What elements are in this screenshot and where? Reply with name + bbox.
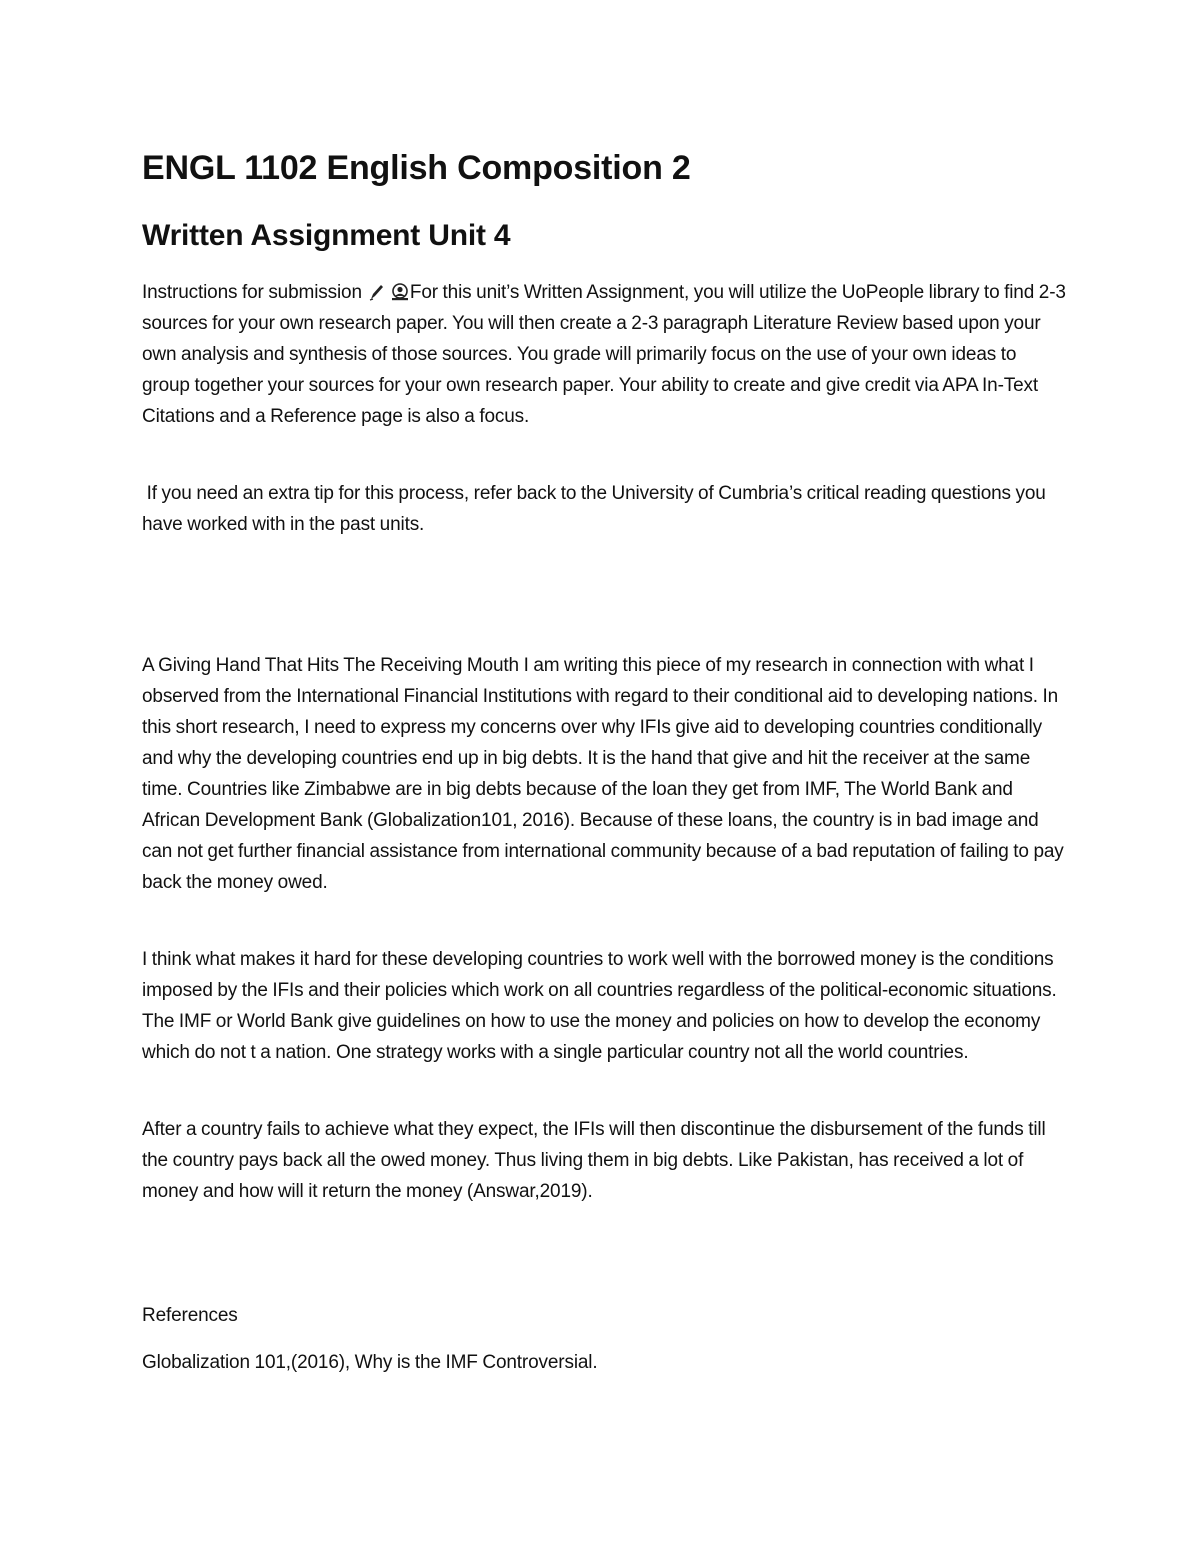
tip-paragraph: If you need an extra tip for this process, refer back to the University of Cumbria’s critical reading questions you have worked with in the past units. — [142, 483, 1051, 535]
instructions-lead: Instructions for submission — [142, 282, 362, 303]
reference-item: Globalization 101,(2016), Why is the IMF Controversial. — [142, 1352, 598, 1373]
instructions-block — [142, 277, 1067, 432]
instructions-paragraph — [142, 277, 1067, 432]
tip-block — [142, 478, 1067, 540]
essay-paragraph-1-block — [142, 650, 1067, 898]
document-title: ENGL 1102 English Composition 2 — [142, 149, 691, 187]
essay-paragraph: After a country fails to achieve what they expect, the IFIs will then discontinue the disbursement of the funds till the country pays back all the owed money. Thus living them in big debts. Like Pakistan, has received a lot of money and how will it return the money (Answar,2019). — [142, 1119, 1046, 1202]
references-heading-block — [142, 1300, 1067, 1331]
essay-paragraph-3-block — [142, 1114, 1067, 1207]
essay-paragraph: I think what makes it hard for these developing countries to work well with the borrowed money is the conditions imposed by the IFIs and their policies which work on all countries regardless of the political-economic situations. The IMF or World Bank give guidelines on how to use the money and policies on how to develop the economy which do not t a nation. One strategy works with a single particular country not all the world countries. — [142, 949, 1057, 1063]
references-heading: References — [142, 1305, 238, 1326]
instructions-text: For this unit’s Written Assignment, you will utilize the UoPeople library to find 2-3 sources for your own research paper. You will then create a 2-3 paragraph Literature Review based upon your own analysis and synthesis of those sources. You grade will primarily focus on the use of your own ideas to group together your sources for your own research paper. Your ability to create and give credit via APA In-Text Citations and a Reference page is also a focus. — [142, 282, 1066, 427]
essay-paragraph-2-block — [142, 944, 1067, 1068]
person-icon — [390, 280, 408, 298]
references-list — [142, 1347, 1067, 1378]
pen-icon — [368, 280, 386, 298]
essay-paragraph: A Giving Hand That Hits The Receiving Mouth I am writing this piece of my research in connection with what I observed from the International Financial Institutions with regard to their conditional aid to developing nations. In this short research, I need to express my concerns over why IFIs give aid to developing countries conditionally and why the developing countries end up in big debts. It is the hand that give and hit the receiver at the same time. Countries like Zimbabwe are in big debts because of the loan they get from IMF, The World Bank and African Development Bank (Globalization101, 2016). Because of these loans, the country is in bad image and can not get further financial assistance from international community because of a bad reputation of failing to pay back the money owed. — [142, 655, 1064, 893]
document-subtitle: Written Assignment Unit 4 — [142, 219, 511, 252]
